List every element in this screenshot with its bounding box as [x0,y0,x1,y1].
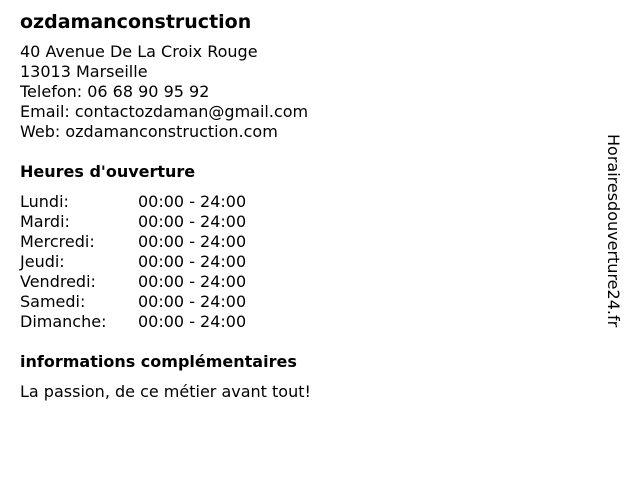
hours-row-jeudi [20,252,600,272]
day-label: Mercredi: [20,232,95,251]
time-range: 00:00 - 24:00 [138,192,247,211]
address-city: 13013 Marseille [20,62,148,81]
additional-info-text: La passion, de ce métier avant tout! [20,382,311,401]
day-label: Jeudi: [20,252,65,271]
hours-row-lundi [20,192,600,212]
hours-row-dimanche [20,312,600,332]
day-label: Vendredi: [20,272,96,291]
hours-row-samedi [20,292,600,312]
time-range: 00:00 - 24:00 [138,292,247,311]
business-card [20,10,600,402]
email-line: Email: contactozdaman@gmail.com [20,102,309,121]
day-label: Samedi: [20,292,86,311]
time-range: 00:00 - 24:00 [138,252,247,271]
day-label: Mardi: [20,212,70,231]
opening-hours-table [20,192,600,332]
business-name: ozdamanconstruction [20,11,252,33]
day-label: Lundi: [20,192,69,211]
hours-row-vendredi [20,272,600,292]
time-range: 00:00 - 24:00 [138,212,247,231]
opening-hours-heading: Heures d'ouverture [20,162,196,181]
time-range: 00:00 - 24:00 [138,232,247,251]
time-range: 00:00 - 24:00 [138,312,247,331]
phone-line: Telefon: 06 68 90 95 92 [20,82,210,101]
time-range: 00:00 - 24:00 [138,272,247,291]
web-line: Web: ozdamanconstruction.com [20,122,278,141]
hours-row-mardi [20,212,600,232]
hours-row-mercredi [20,232,600,252]
day-label: Dimanche: [20,312,107,331]
site-watermark: Horairesdouverture24.fr [604,134,623,328]
additional-info-heading: informations complémentaires [20,352,297,371]
address-street: 40 Avenue De La Croix Rouge [20,42,258,61]
